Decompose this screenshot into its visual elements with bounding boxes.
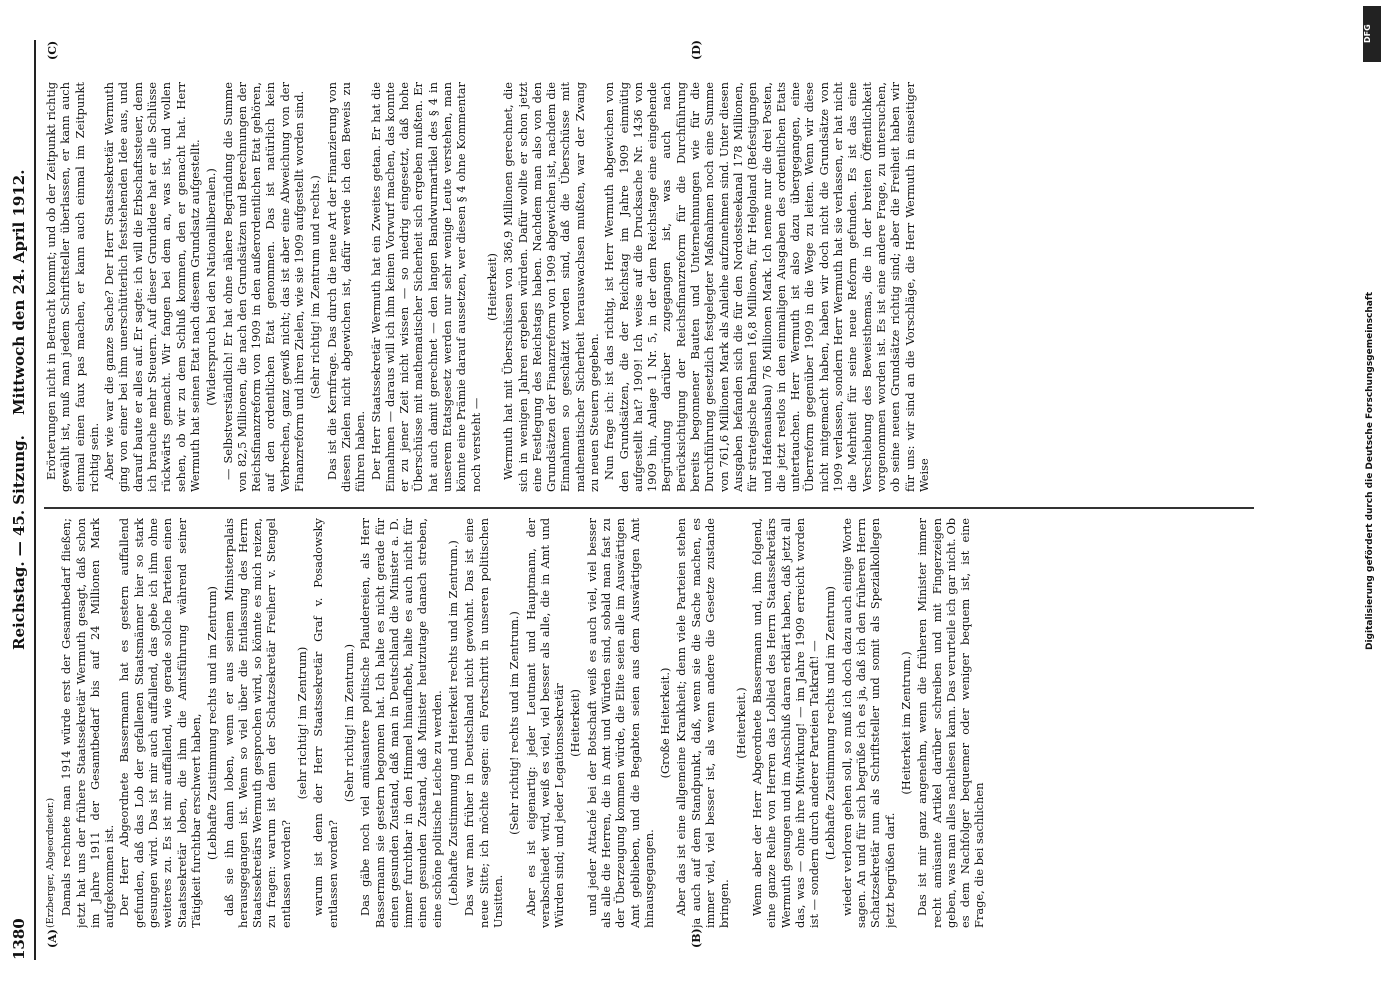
paragraph: Das war man früher in Deutschland nicht gewohnt. Das ist eine neue Sitte; ich möchte sagen: ein Fortschritt in unseren politischen Unsitten. [462,518,505,928]
marker-c: (C) [46,40,59,60]
interjection: (Sehr richtig! rechts und im Zentrum.) [507,611,522,835]
paragraph: Das ist mir ganz angenehm, wenn die früheren Minister immer recht amüsante Artikel darüber schreiben und mit Fingerzeigen geben, was man alles nachlesen kann. Das verurteile ich gar nicht. Ob es dem Nachfolger bequemer oder weniger bequem ist, ist eine Frage, die bei sachlichen [915,518,987,928]
interjection: (Lebhafte Zustimmung rechts und im Zentrum) [205,586,220,861]
paragraph: Aber das ist eine allgemeine Krankheit; denn viele Parteien stehen ja auch auf dem Standpunkt, daß, wenn sie die Sache machen, es immer viel, viel besser ist, als wenn andere die Gesetze zustande bringen. [674,518,732,928]
right-column [44,82,1284,492]
column-divider [44,507,1254,509]
interjection: (Widerspruch bei den Nationalliberalen.) [204,168,219,406]
dfg-logo: DFG [1363,6,1381,62]
header-right-title: Mittwoch den 24. April 1912. [10,169,28,415]
interjection: (Große Heiterkeit.) [658,667,673,779]
interjection: (Heiterkeit) [568,689,583,757]
paragraph: warum ist denn der Herr Staatssekretär Graf v. Posadowsky entlassen worden? [311,518,340,928]
interjection: (Lebhafte Zustimmung und Heiterkeit rechts und im Zentrum.) [446,540,461,906]
left-column [44,518,1284,928]
paragraph: Nun frage ich: ist das richtig, ist Herr Wermuth abgewichen von den Grundsätzen, die der Reichstag im Jahre 1909 einmütig aufgestellt hat? 1909! Ich weise auf die Drucksache Nr. 1436 von 1909 hin, Anlage 1 Nr. 5, in der dem Reichstage eine eingehende Begründung darüber zugegangen ist, was auch nach Berücksichtigung der Reichsfinanzreform für die Durchführung bereits begonnener Bauten und Unternehmungen wie für die Durchführung gesetzlich festgelegter Maßnahmen noch eine Summe von 761,6 Millionen Mark als Anleihe aufzunehmen sind. Unter diesen Ausgaben befanden sich die für den Nordostseekanal 178 Millionen, für strategische Bahnen 16,8 Millionen, für Helgoland (Befestigungen und Hafenausbau) 76 Millionen Mark. Ich nenne nur die drei Posten, die jetzt restlos in den einmaligen Ausgaben des ordentlichen Etats untertauchen. Herr Wermuth ist also dazu übergegangen, eine Überreform gegenüber 1909 in die Wege zu leiten. Wenn wir diese nicht mitgemacht haben, haben wir doch nicht die Grundsätze von 1909 verlassen, sondern Herr Wermuth hat sie verlassen, er hat nicht die Mehrheit für seine neue Reform gefunden. Es ist das eine Verschiebung des Beweisthemas, die in der breiten Öffentlichkeit vorgenommen worden ist. Es ist eine andere Frage, zu untersuchen, ob seine neuen Grundsätze richtig sind; aber die Freiheit haben wir für uns: wir sind an die Vorschläge, die Herr Wermuth in einseitiger Weise [602,82,931,492]
interjection: (Lebhafte Zustimmung rechts und im Zentrum) [823,586,838,861]
interjection: (Sehr richtig! im Zentrum und rechts.) [308,175,323,399]
paragraph: Damals rechnete man 1914 würde erst der Gesamtbedarf fließen; jetzt hat uns der frühere Staatssekretär Wermuth gesagt, daß schon im Jahre 1911 der Gesamtbedarf bis auf 24 Millionen Mark aufgekommen ist. [59,518,117,928]
interjection: (Sehr richtig! im Zentrum.) [341,643,356,803]
paragraph: Erörterungen nicht in Betracht kommt; und ob der Zeitpunkt richtig gewählt ist, muß man jedem Schriftsteller überlassen, er kann auch einmal einen faux pas machen, er kann auch einmal im Zeitpunkt richtig sein. [44,82,101,492]
paragraph: daß sie ihn dann loben, wenn er aus seinem Ministerpalais herausgegangen ist. Wenn so viel über die Entlassung des Herrn Staatssekretärs Wermuth gesprochen wird, so könnte es mich reizen, zu fragen: warum ist denn der Schatzsekretär Freiherr v. Stengel entlassen worden? [221,518,293,928]
paragraph: Aber es ist eigenartig: jeder Leutnant und Hauptmann, der verabschiedet wird, weiß es viel, viel besser als alle, die in Amt und Würden sind; und jeder Legationssekretär [523,518,567,928]
paragraph: und jeder Attaché bei der Botschaft weiß es auch viel, viel besser als alle die Herren, die in Amt und Würden sind, sobald man fast zu der Überzeugung kommen würde, die Elite seien alle im Auswärtigen Amt geblieben, und die Begabten seien aus dem Auswärtigen Amt hinausgegangen. [584,518,656,928]
paragraph: Das gäbe noch viel amüsantere politische Plaudereien, als Herr Bassermann sie gestern begonnen hat. Ich halte es nicht gerade für einen gesunden Zustand, daß man in Deutschland die Minister a. D. immer furchtbar in den Himmel hinaufhebt, halte es auch nicht für einen gesunden Zustand, daß Minister heutzutage danach streben, eine schöne politische Leiche zu werden. [358,518,444,928]
marker-b: (B) [690,928,703,948]
paragraph: Das ist die Kernfrage. Das durch die neue Art der Finanzierung von diesen Zielen nicht abgewichen ist, dafür werde ich den Beweis zu führen haben. [324,82,368,492]
paragraph: (Erzberger, Abgeordneter.) [45,797,56,928]
paragraph: Wermuth hat mit Überschüssen von 386,9 Millionen gerechnet, die sich in wenigen Jahren ergeben würden. Dafür wollte er schon jetzt eine Festlegung des Reichstags haben. Nachdem man also von den Grundsätzen der Finanzreform von 1909 abgewichen ist, nachdem die Einnahmen so geschätzt worden sind, daß die Überschüsse mit mathematischer Sicherheit herauswachsen mußten, war der Zwang zu neuen Steuern gegeben. [501,82,601,492]
paragraph: Wenn aber der Herr Abgeordnete Bassermann und, ihm folgend, eine ganze Reihe von Herren das Loblied des Herrn Staatssekretärs Wermuth gesungen und im Anschluß daran erklärt haben, daß jetzt all das, was — ohne ihre Mitwirkung! — im Jahre 1909 erreicht worden ist — sondern durch anderer Parteien Tatkraft! — [749,518,822,928]
header-left-title: Reichstag. — 45. Sitzung. [10,435,28,650]
paragraph: wieder verloren gehen soll, so muß ich doch dazu auch einige Worte sagen. An und für sich begrüße ich es ja, daß ich den früheren Herrn Schatzsekretär nun als Schriftsteller und somit als Spezialkollegen jetzt begrüßen darf. [839,518,897,928]
interjection: (sehr richtig! im Zentrum) [295,646,310,800]
page-number: 1380 [10,918,28,960]
paragraph: Aber wie war die ganze Sache? Der Herr Staatssekretär Wermuth ging von einer bei ihm unerschütterlich feststehenden Idee aus, und darauf baute er alles auf. Er sagte: ich will die Erbschaftssteuer, denn ich brauche mehr Steuern. Auf dieser Grundidee hat er alle Schlüsse rückwärts gemacht. Wir fangen bei dem an, was ist, und wollen sehen, ob wir zu dem Schluß kommen, den er gemacht hat. Herr Wermuth hat seinen Etat nach diesem Grundsatz aufgestellt. [102,82,202,492]
page-header [10,40,34,960]
interjection: (Heiterkeit) [484,253,499,321]
marker-d: (D) [690,40,703,60]
paragraph: — Selbstverständlich! Er hat ohne nähere Begründung die Summe von 82,5 Millionen, die nach den Grundsätzen und Berechnungen der Reichsfinanzreform von 1909 in den außerordentlichen Etat gehören, auf den ordentlichen Etat genommen. Das ist natürlich kein Verbrechen, ganz gewiß nicht; das ist aber eine Abweichung von der Finanzreform und ihren Zielen, wie sie 1909 aufgestellt worden sind. [220,82,307,492]
marker-a: (A) [46,929,59,948]
paragraph: Der Herr Abgeordnete Bassermann hat es gestern auffallend gefunden, daß das Lob der gefallenen Staatsmänner hier so stark gesungen wird. Das ist mir auch auffallend, das gebe ich ihm ohne weiteres zu. Es ist mir auffallend, wie gerade solche Parteien einen Staatssekretär loben, die ihm die Amtsführung während seiner Tätigkeit furchtbar erschwert haben, [117,518,203,928]
paragraph: Der Herr Staatssekretär Wermuth hat ein Zweites getan. Er hat die Einnahmen — daraus will ich ihm keinen Vorwurf machen, das konnte er zu jener Zeit nicht wissen — so niedrig eingesetzt, daß hohe Überschüsse mit mathematischer Sicherheit sich ergeben mußten. Er hat auch damit gerechnet — den langen Bandwurmartikel des § 4 in unserem Etatsgesetz werden nur sehr wenige Leute verstehen, man könnte eine Prämie darauf aussetzen, wer diesen § 4 ohne Kommentar noch versteht — [368,82,483,492]
interjection: (Heiterkeit.) [733,687,748,759]
interjection: (Heiterkeit im Zentrum.) [898,651,913,795]
digitization-notice: Digitalisierung gefördert durch die Deutsche Forschungsgemeinschaft [1365,291,1375,650]
header-rule [34,40,36,960]
